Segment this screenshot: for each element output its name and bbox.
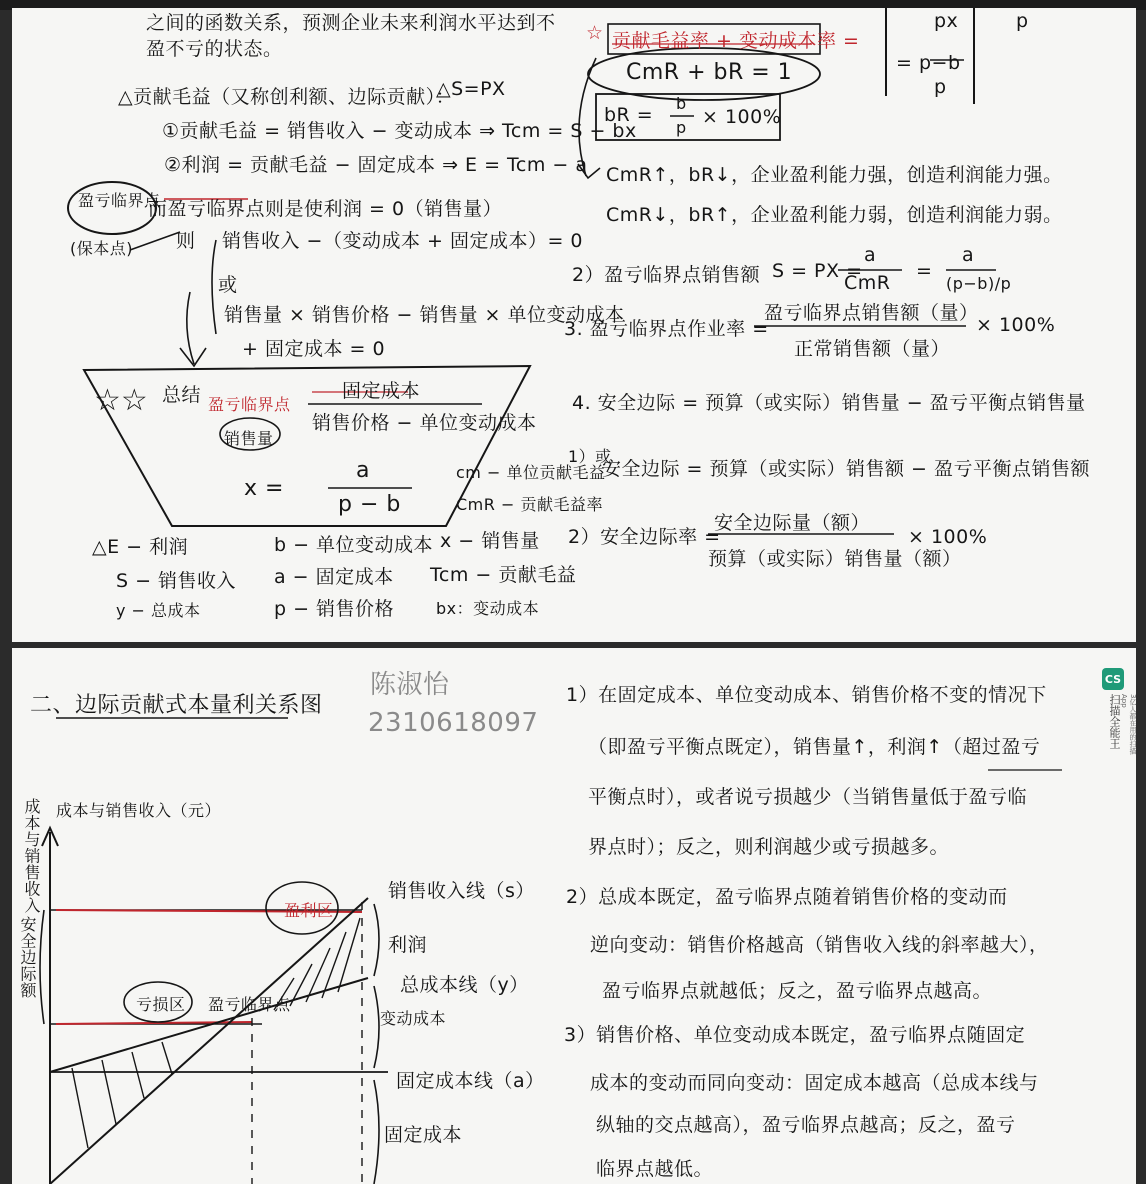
legend-sales: S − 销售收入	[116, 570, 237, 592]
or-label: 或	[218, 274, 238, 296]
operating-rate-num: 盈亏临界点销售额（量）	[764, 302, 979, 324]
note-1-line-1: 1）在固定成本、单位变动成本、销售价格不变的情况下	[566, 684, 1047, 706]
formula-profit: ②利润 = 贡献毛益 − 固定成本 ⇒ E = Tcm − a	[164, 154, 588, 176]
note-1-line-2: （即盈亏平衡点既定），销售量↑，利润↑（超过盈亏	[588, 736, 1041, 758]
cmr-equation: CmR + bR = 1	[626, 60, 793, 85]
top-frac-mid: = p−b	[896, 52, 961, 74]
cmr-up-text: CmR↑，bR↓，企业盈利能力强，创造利润能力强。	[606, 164, 1063, 186]
legend-tcm: Tcm − 贡献毛益	[430, 564, 577, 586]
br-numerator: b	[676, 94, 687, 113]
then-label: 则	[176, 230, 196, 252]
page2-title: 二、边际贡献式本量利关系图	[30, 693, 323, 718]
cvp-chart-drawing	[12, 648, 1136, 1184]
safety-rate-num: 安全边际量（额）	[714, 512, 871, 534]
scanner-logo-icon: CS	[1102, 668, 1124, 690]
summary-denominator: 销售价格 − 单位变动成本	[312, 412, 537, 434]
cm-note-1: cm − 单位贡献毛益	[456, 463, 606, 482]
top-frac-den: p	[934, 76, 947, 98]
operating-rate-label: 3. 盈亏临界点作业率 =	[564, 318, 769, 340]
author-name: 陈淑怡	[370, 670, 450, 700]
scanner-app-name: 扫描全能王	[1108, 694, 1121, 749]
legend-total-cost: y − 总成本	[116, 601, 201, 620]
operating-rate-pct: × 100%	[976, 314, 1056, 336]
equation-1: 销售收入 −（变动成本 + 固定成本）= 0	[222, 230, 584, 252]
equation-2b: + 固定成本 = 0	[242, 338, 386, 360]
text-line-1: 盈不亏的状态。	[146, 38, 283, 60]
bep-frac1-num: a	[864, 244, 877, 266]
bep-note: (保本点)	[70, 239, 133, 258]
contribution-s: △S=PX	[436, 78, 506, 100]
note-2-line-2: 逆向变动：销售价格越高（销售收入线的斜率越大），	[590, 934, 1049, 956]
ratio-title: 贡献毛益率 + 变动成本率 =	[612, 30, 860, 52]
total-cost-line-label: 总成本线（y）	[400, 974, 529, 996]
top-p: p	[1016, 10, 1029, 32]
bep-description: 而盈亏临界点则是使利润 = 0（销售量）	[148, 198, 503, 220]
bep-frac2-num: a	[962, 244, 975, 266]
legend-fixed: a − 固定成本	[274, 566, 394, 588]
scanner-tagline: 3亿人都在用的扫描App	[1120, 694, 1137, 755]
sales-line-label: 销售收入线（s）	[388, 880, 535, 902]
bep-circle-label: 盈亏临界点	[78, 191, 161, 210]
contribution-title: △贡献毛益（又称创利额、边际贡献）：	[118, 86, 456, 108]
note-3-line-2: 成本的变动而同向变动：固定成本越高（总成本线与	[590, 1072, 1039, 1094]
note-3-line-4: 临界点越低。	[596, 1158, 714, 1180]
safety-margin-alt: 安全边际 = 预算（或实际）销售额 − 盈亏平衡点销售额	[602, 458, 1090, 480]
x-denominator: p − b	[338, 492, 401, 517]
y-axis-left-label: 成本与销售收入	[22, 798, 41, 914]
top-frac-num: px	[934, 10, 959, 32]
legend-quantity: x − 销售量	[440, 530, 540, 552]
bep-chart-label: 盈亏临界点	[208, 995, 291, 1014]
svg-text:☆☆: ☆☆	[94, 383, 148, 418]
note-1-line-3: 平衡点时），或者说亏损越少（当销售量低于盈亏临	[588, 786, 1028, 808]
equation-2: 销售量 × 销售价格 − 销售量 × 单位变动成本	[224, 304, 625, 326]
note-page-1	[12, 8, 1136, 642]
bep-frac1-den: CmR	[844, 272, 891, 294]
br-denominator: p	[676, 118, 687, 137]
br-percent: × 100%	[702, 106, 782, 128]
cmr-down-text: CmR↓，bR↑，企业盈利能力弱，创造利润能力弱。	[606, 204, 1063, 226]
safety-margin-label: 安全边际额	[18, 916, 37, 999]
summary-label: 总结	[162, 384, 202, 406]
profit-label: 利润	[388, 934, 428, 956]
legend-bx: bx：变动成本	[436, 599, 540, 618]
profit-zone-label: 盈利区	[284, 901, 334, 920]
legend-profit: △E − 利润	[92, 536, 189, 558]
summary-quantity: 销售量	[224, 429, 274, 448]
variable-cost-label: 变动成本	[380, 1009, 447, 1028]
safety-rate-label: 2）安全边际率 =	[568, 526, 721, 548]
note-3-line-1: 3）销售价格、单位变动成本既定，盈亏临界点随固定	[564, 1024, 1026, 1046]
note-page-2	[12, 648, 1136, 1184]
safety-rate-pct: × 100%	[908, 526, 988, 548]
x-equals: x =	[244, 476, 284, 501]
loss-zone-label: 亏损区	[136, 995, 186, 1014]
bep-sales-eq: S = PX =	[772, 260, 863, 282]
bep-sales-label: 2）盈亏临界点销售额	[572, 264, 761, 286]
bep-frac2-den: (p−b)/p	[946, 274, 1012, 293]
text-line-0: 之间的函数关系，预测企业未来利润水平达到不	[146, 12, 556, 34]
star-mark: ☆	[586, 22, 604, 44]
legend-price: p − 销售价格	[274, 598, 395, 620]
note-1-line-4: 界点时）；反之，则利润越少或亏损越多。	[588, 836, 950, 858]
note-2-line-3: 盈亏临界点就越低；反之，盈亏临界点越高。	[602, 980, 993, 1002]
x-numerator: a	[356, 458, 370, 483]
y-axis-label: 成本与销售收入（元）	[56, 801, 222, 820]
operating-rate-den: 正常销售额（量）	[794, 338, 951, 360]
note-3-line-3: 纵轴的交点越高），盈亏临界点越高；反之，盈亏	[596, 1114, 1016, 1136]
summary-bep: 盈亏临界点	[208, 395, 291, 414]
safety-margin-def: 4. 安全边际 = 预算（或实际）销售量 − 盈亏平衡点销售量	[572, 392, 1086, 414]
scanner-watermark	[1102, 668, 1137, 764]
safety-rate-den: 预算（或实际）销售量（额）	[708, 548, 962, 570]
legend-unit-variable: b − 单位变动成本	[274, 534, 434, 556]
fixed-cost-line-label: 固定成本线（a）	[396, 1070, 545, 1092]
fixed-cost-label: 固定成本	[384, 1124, 463, 1146]
br-equation: bR =	[604, 104, 654, 126]
cm-note-2: CmR − 贡献毛益率	[456, 495, 603, 514]
safety-or-label: 1）或	[568, 447, 612, 466]
bep-eq2: =	[916, 260, 933, 282]
author-id: 2310618097	[368, 708, 539, 738]
formula-contribution: ①贡献毛益 = 销售收入 − 变动成本 ⇒ Tcm = S − bx	[162, 120, 637, 142]
summary-numerator: 固定成本	[342, 380, 421, 402]
note-2-line-1: 2）总成本既定，盈亏临界点随着销售价格的变动而	[566, 886, 1008, 908]
